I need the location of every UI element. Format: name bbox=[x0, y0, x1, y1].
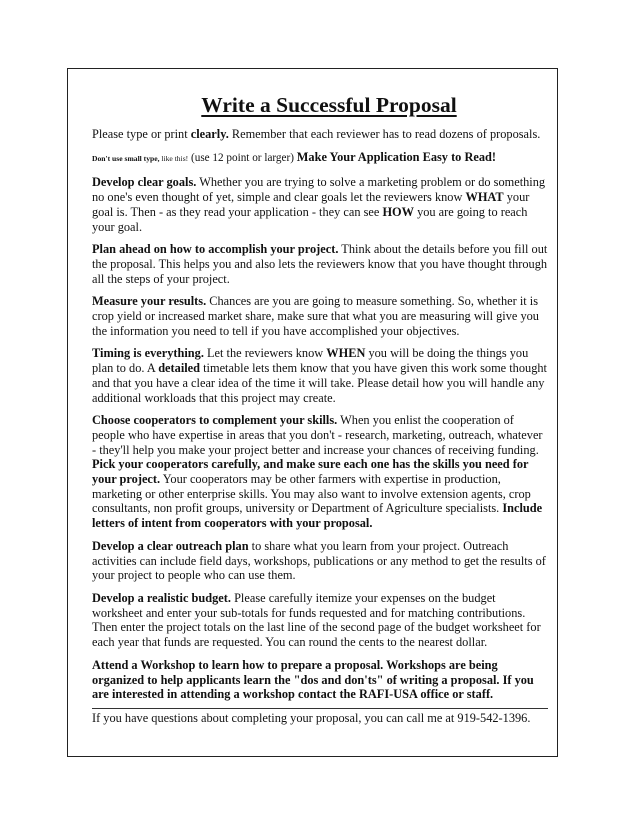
section-budget bbox=[92, 591, 548, 650]
section-measure bbox=[92, 294, 548, 338]
goals-text-1: Whether you are trying to solve a marketing problem or do something no one's even thought of yet, simple and clear goals let the reviewers know bbox=[92, 175, 546, 205]
outreach-text: to share what you learn from your project. Outreach activities can include field days, workshops, publications or any method to get the results of your project to people who can use them. bbox=[92, 538, 546, 583]
small-type-text: like this! bbox=[159, 153, 189, 163]
section-timing bbox=[92, 346, 548, 405]
point-size-hint: (use 12 point or larger) bbox=[188, 151, 297, 164]
page-title: Write a Successful Proposal bbox=[201, 93, 457, 117]
goals-how: HOW bbox=[382, 204, 414, 219]
intro-text-2: Remember that each reviewer has to read dozens of proposals. bbox=[228, 127, 541, 141]
small-type-example bbox=[92, 154, 188, 163]
timing-detailed: detailed bbox=[158, 361, 201, 376]
timing-text-3: timetable lets them know that you have given this work some thought and that you have a clear idea of the time it will take. Please detail how you will handle any additional workloads that this project may create. bbox=[92, 361, 547, 405]
footer-divider bbox=[92, 708, 548, 709]
cooperators-text-2: Your cooperators may be other farmers with expertise in production, marketing or other enterprise skills. You may also want to involve extension agents, crop consultants, non profit groups, university or Department of Agriculture specialists. bbox=[92, 472, 531, 516]
goals-heading: Develop clear goals. bbox=[92, 175, 197, 190]
cooperators-letters: Include letters of intent from cooperators with your proposal. bbox=[92, 501, 543, 531]
measure-text: Chances are you are going to measure something. So, whether it is crop yield or increased market share, make sure that what you are measuring will give you the information you need to tell if you have accomplished your objectives. bbox=[92, 294, 539, 338]
intro-bold: clearly. bbox=[190, 127, 229, 141]
small-type-bold: Don't use small type, bbox=[92, 153, 160, 163]
outreach-heading: Develop a clear outreach plan bbox=[92, 538, 249, 553]
timing-text-2: you will be doing the things you plan to do. A bbox=[92, 346, 529, 376]
measure-heading: Measure your results. bbox=[92, 294, 207, 309]
budget-heading: Develop a realistic budget. bbox=[92, 590, 231, 605]
timing-text-1: Let the reviewers know bbox=[203, 346, 327, 361]
document-body bbox=[92, 92, 548, 726]
plan-text: Think about the details before you fill out the proposal. This helps you and also lets the reviewers know that you have thought through all the steps of your project. bbox=[92, 242, 548, 286]
small-type-note bbox=[92, 150, 548, 167]
budget-text: Please carefully itemize your expenses on the budget worksheet and enter your sub-totals for funds requested and for matching contributions. Then enter the project totals on the last line of the second page of the budget worksheet for each year that funds are requested. You can round the cents to the nearest dollar. bbox=[92, 590, 541, 650]
easy-to-read-heading: Make Your Application Easy to Read! bbox=[296, 149, 496, 164]
intro-paragraph bbox=[92, 127, 548, 142]
section-outreach bbox=[92, 539, 548, 583]
section-plan bbox=[92, 242, 548, 286]
section-workshop bbox=[92, 658, 548, 702]
cooperators-pick: Pick your cooperators carefully, and make sure each one has the skills you need for your project. bbox=[92, 457, 529, 487]
goals-text-2: your goal is. Then - as they read your application - they can see bbox=[92, 190, 530, 219]
intro-text-1: Please type or print bbox=[92, 127, 191, 141]
footer-contact: If you have questions about completing your proposal, you can call me at 919-542-1396. bbox=[92, 710, 531, 725]
goals-what: WHAT bbox=[465, 190, 504, 205]
plan-heading: Plan ahead on how to accomplish your project. bbox=[92, 242, 339, 257]
cooperators-heading: Choose cooperators to complement your skills. bbox=[92, 413, 338, 428]
timing-heading: Timing is everything. bbox=[92, 346, 204, 361]
cooperators-text-1: When you enlist the cooperation of people who have expertise in areas that you don't - research, marketing, outreach, whatever - they'll help you make your project better and increase your chances of receiving funding. bbox=[92, 413, 543, 457]
section-goals bbox=[92, 175, 548, 234]
section-cooperators bbox=[92, 413, 548, 531]
goals-text-3: you are going to reach your goal. bbox=[92, 204, 528, 234]
workshop-text: Attend a Workshop to learn how to prepare a proposal. Workshops are being organized to help applicants learn the "dos and don'ts" of writing a proposal. If you are interested in attending a workshop contact the RAFI-USA office or staff. bbox=[92, 657, 534, 702]
timing-when: WHEN bbox=[326, 346, 366, 361]
